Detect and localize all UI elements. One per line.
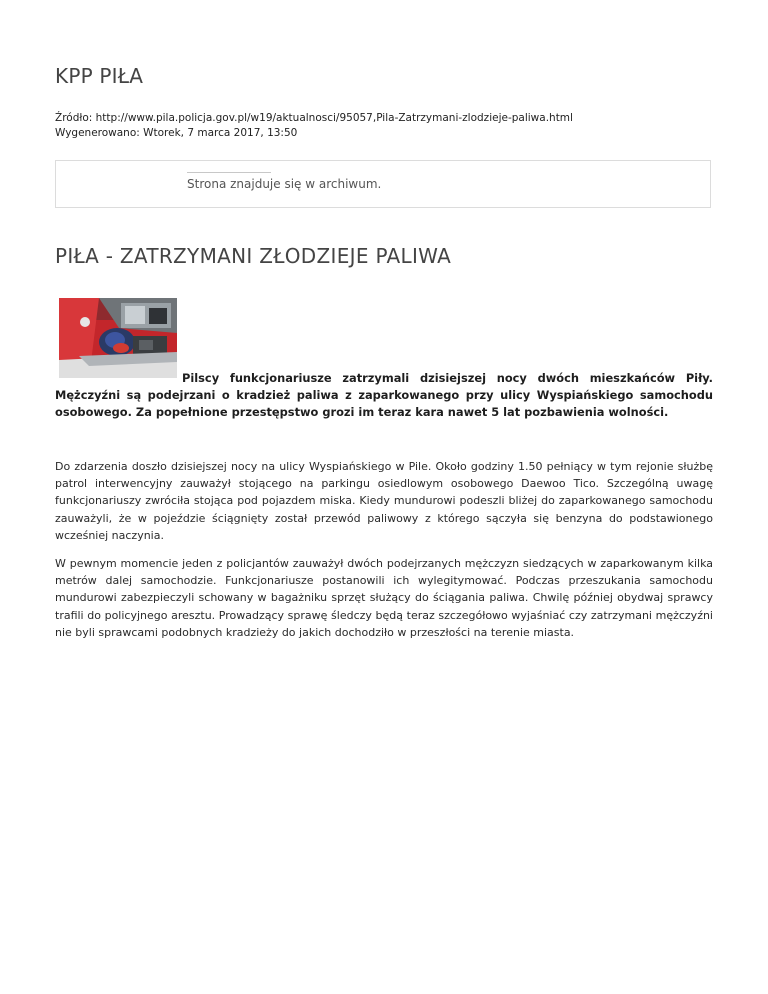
site-title: KPP PIŁA — [55, 64, 144, 88]
archive-notice-text: Strona znajduje się w archiwum. — [187, 177, 382, 191]
archive-notice-box — [55, 160, 711, 208]
article-paragraph: W pewnym momencie jeden z policjantów zauważył dwóch podejrzanych mężczyzn siedzących w zaparkowanym kilka metrów dalej samochodzie. Funkcjonariusze postanowili ich wylegitymować. Podczas przeszukania samochodu mundurowi zabezpieczyli schowany w bagażniku sprzęt służący do ściągania paliwa. Chwilę później obydwaj sprawcy trafili do policyjnego aresztu. Prowadzący sprawę śledczy będą teraz szczegółowo wyjaśniać czy zatrzymani mężczyźni nie byli sprawcami podobnych kradzieży do jakich dochodziło w przeszłości na terenie miasta. — [55, 557, 713, 639]
article-title: PIŁA - ZATRZYMANI ZŁODZIEJE PALIWA — [55, 244, 452, 268]
article-paragraph: Do zdarzenia doszło dzisiejszej nocy na ulicy Wyspiańskiego w Pile. Około godziny 1.50 pełniący w tym rejonie służbę patrol interwencyjny zauważył stojącego na parkingu osiedlowym osobowego Daewoo Tico. Szczególną uwagę funkcjonariuszy zwróciła stojąca pod pojazdem miska. Kiedy mundurowi podeszli bliżej do zaparkowanego samochodu zauważyli, że w pojeździe ściągnięty został przewód paliwowy z którego sączyła się benzyna do podstawionego wcześniej naczynia. — [55, 460, 713, 542]
lead-first-line: Pilscy funkcjonariusze zatrzymali dzisiejszej nocy dwóch mieszkańców Piły. — [182, 371, 713, 385]
article-lead — [55, 370, 713, 421]
document-meta — [55, 111, 573, 141]
article-photo — [59, 298, 177, 378]
generated-date-line: Wygenerowano: Wtorek, 7 marca 2017, 13:50 — [55, 127, 298, 139]
source-url-line: Źródło: http://www.pila.policja.gov.pl/w19/aktualnosci/95057,Pila-Zatrzymani-zlodzieje-paliwa.html — [55, 112, 573, 124]
lead-continuation: Mężczyźni są podejrzani o kradzież paliwa z zaparkowanego przy ulicy Wyspiańskiego samochodu osobowego. Za popełnione przestępstwo grozi im teraz kara nawet 5 lat pozbawienia wolności. — [55, 388, 713, 419]
archive-divider — [187, 172, 271, 173]
article-body — [55, 458, 713, 652]
